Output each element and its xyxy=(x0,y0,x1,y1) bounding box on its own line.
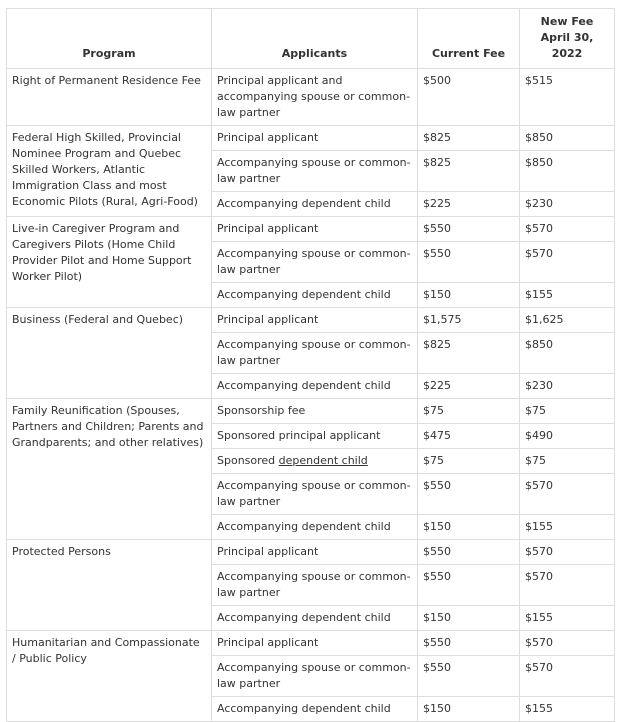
table-row xyxy=(7,399,615,424)
current-fee-cell: $1,575 xyxy=(418,308,520,333)
new-fee-cell: $155 xyxy=(520,515,615,540)
current-fee-cell: $550 xyxy=(418,631,520,656)
new-fee-cell: $155 xyxy=(520,697,615,722)
new-fee-cell: $230 xyxy=(520,192,615,217)
header-new-fee-line2: April 30, 2022 xyxy=(540,31,594,60)
new-fee-cell: $490 xyxy=(520,424,615,449)
applicant-cell: Sponsored principal applicant xyxy=(212,424,418,449)
applicant-cell: Accompanying spouse or common-law partner xyxy=(212,565,418,606)
current-fee-cell: $550 xyxy=(418,474,520,515)
applicant-cell: Accompanying spouse or common-law partner xyxy=(212,656,418,697)
table-row xyxy=(7,540,615,565)
current-fee-cell: $500 xyxy=(418,69,520,126)
header-new-fee-line1: New Fee xyxy=(540,15,594,28)
applicant-cell: Accompanying dependent child xyxy=(212,283,418,308)
current-fee-cell: $150 xyxy=(418,283,520,308)
applicant-cell: Accompanying dependent child xyxy=(212,697,418,722)
header-new-fee xyxy=(520,9,615,69)
current-fee-cell: $150 xyxy=(418,697,520,722)
table-row xyxy=(7,631,615,656)
new-fee-cell: $570 xyxy=(520,474,615,515)
applicant-cell: Principal applicant xyxy=(212,631,418,656)
current-fee-cell: $825 xyxy=(418,151,520,192)
applicant-cell: Principal applicant xyxy=(212,217,418,242)
dependent-child-link[interactable]: dependent child xyxy=(278,454,368,467)
header-current-fee: Current Fee xyxy=(418,9,520,69)
new-fee-cell: $155 xyxy=(520,606,615,631)
new-fee-cell: $1,625 xyxy=(520,308,615,333)
table-row xyxy=(7,217,615,242)
applicant-cell: Sponsorship fee xyxy=(212,399,418,424)
applicant-label: Sponsored xyxy=(217,454,279,467)
new-fee-cell: $75 xyxy=(520,399,615,424)
current-fee-cell: $75 xyxy=(418,399,520,424)
table-row xyxy=(7,308,615,333)
applicant-cell: Accompanying spouse or common-law partner xyxy=(212,151,418,192)
program-cell: Right of Permanent Residence Fee xyxy=(7,69,212,126)
header-applicants: Applicants xyxy=(212,9,418,69)
current-fee-cell: $75 xyxy=(418,449,520,474)
current-fee-cell: $225 xyxy=(418,374,520,399)
applicant-cell: Accompanying dependent child xyxy=(212,374,418,399)
applicant-cell: Principal applicant xyxy=(212,308,418,333)
current-fee-cell: $225 xyxy=(418,192,520,217)
new-fee-cell: $570 xyxy=(520,656,615,697)
current-fee-cell: $150 xyxy=(418,606,520,631)
new-fee-cell: $570 xyxy=(520,565,615,606)
program-cell: Business (Federal and Quebec) xyxy=(7,308,212,399)
applicant-cell: Accompanying spouse or common-law partner xyxy=(212,333,418,374)
new-fee-cell: $850 xyxy=(520,151,615,192)
applicant-cell: Accompanying dependent child xyxy=(212,606,418,631)
program-cell: Humanitarian and Compassionate / Public Policy xyxy=(7,631,212,722)
table-header xyxy=(7,9,615,69)
new-fee-cell: $155 xyxy=(520,283,615,308)
applicant-cell: Accompanying spouse or common-law partner xyxy=(212,474,418,515)
new-fee-cell: $75 xyxy=(520,449,615,474)
applicant-cell: Principal applicant xyxy=(212,540,418,565)
new-fee-cell: $570 xyxy=(520,540,615,565)
program-cell: Federal High Skilled, Provincial Nominee Program and Quebec Skilled Workers, Atlantic Immigration Class and most Economic Pilots (Rural, Agri-Food) xyxy=(7,126,212,217)
current-fee-cell: $150 xyxy=(418,515,520,540)
new-fee-cell: $850 xyxy=(520,126,615,151)
header-row xyxy=(7,9,615,69)
new-fee-cell: $850 xyxy=(520,333,615,374)
applicant-cell: Accompanying dependent child xyxy=(212,192,418,217)
current-fee-cell: $825 xyxy=(418,126,520,151)
new-fee-cell: $230 xyxy=(520,374,615,399)
applicant-cell: Principal applicant xyxy=(212,126,418,151)
current-fee-cell: $475 xyxy=(418,424,520,449)
current-fee-cell: $550 xyxy=(418,217,520,242)
current-fee-cell: $550 xyxy=(418,656,520,697)
applicant-cell xyxy=(212,449,418,474)
current-fee-cell: $825 xyxy=(418,333,520,374)
new-fee-cell: $570 xyxy=(520,217,615,242)
applicant-cell: Principal applicant and accompanying spouse or common-law partner xyxy=(212,69,418,126)
program-cell: Family Reunification (Spouses, Partners and Children; Parents and Grandparents; and other relatives) xyxy=(7,399,212,540)
current-fee-cell: $550 xyxy=(418,565,520,606)
new-fee-cell: $515 xyxy=(520,69,615,126)
new-fee-cell: $570 xyxy=(520,242,615,283)
applicant-cell: Accompanying spouse or common-law partner xyxy=(212,242,418,283)
applicant-cell: Accompanying dependent child xyxy=(212,515,418,540)
new-fee-cell: $570 xyxy=(520,631,615,656)
header-program: Program xyxy=(7,9,212,69)
current-fee-cell: $550 xyxy=(418,242,520,283)
program-cell: Protected Persons xyxy=(7,540,212,631)
table-row xyxy=(7,69,615,126)
current-fee-cell: $550 xyxy=(418,540,520,565)
program-cell: Live-in Caregiver Program and Caregivers Pilots (Home Child Provider Pilot and Home Support Worker Pilot) xyxy=(7,217,212,308)
table-body xyxy=(7,69,615,722)
fee-table xyxy=(6,8,615,722)
table-row xyxy=(7,126,615,151)
